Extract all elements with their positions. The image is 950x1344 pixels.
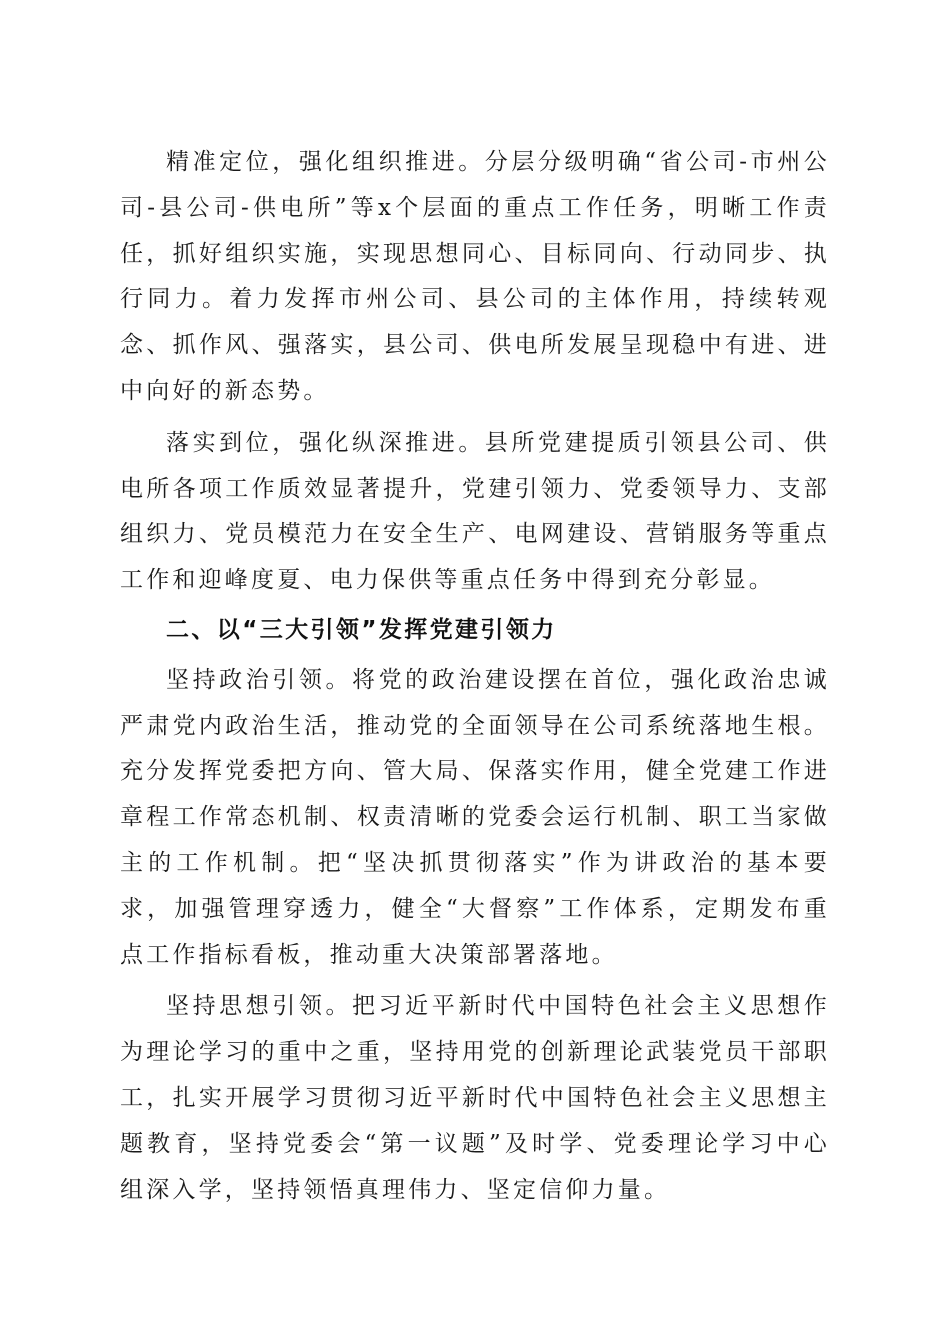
paragraph-precise-positioning: 精准定位，强化组织推进。分层分级明确“省公司-市州公司-县公司-供电所”等x个层面的重点工作任务，明晰工作责任，抓好组织实施，实现思想同心、目标同向、行动同步、执行同力。着力发挥市州公司、县公司的主体作用，持续转观念、抓作风、强落实，县公司、供电所发展呈现稳中有进、进中向好的新态势。 — [120, 149, 830, 404]
section-heading: 二、以“三大引领”发挥党建引领力 — [166, 616, 557, 643]
paragraph-implementation: 落实到位，强化纵深推进。县所党建提质引领县公司、供电所各项工作质效显著提升，党建引领力、党委领导力、支部组织力、党员模范力在安全生产、电网建设、营销服务等重点工作和迎峰度夏、电力保供等重点任务中得到充分彰显。 — [120, 429, 830, 594]
paragraph-political-leadership: 坚持政治引领。将党的政治建设摆在首位，强化政治忠诚严肃党内政治生活，推动党的全面领导在公司系统落地生根。充分发挥党委把方向、管大局、保落实作用，健全党建工作进章程工作常态机制、权责清晰的党委会运行机制、职工当家做主的工作机制。把“坚决抓贯彻落实”作为讲政治的基本要求，加强管理穿透力，健全“大督察”工作体系，定期发布重点工作指标看板，推动重大决策部署落地。 — [120, 666, 830, 968]
document-body — [120, 140, 830, 1213]
paragraph-ideological-leadership: 坚持思想引领。把习近平新时代中国特色社会主义思想作为理论学习的重中之重，坚持用党的创新理论武装党员干部职工，扎实开展学习贯彻习近平新时代中国特色社会主义思想主题教育，坚持党委会“第一议题”及时学、党委理论学习中心组深入学，坚持领悟真理伟力、坚定信仰力量。 — [120, 993, 830, 1203]
